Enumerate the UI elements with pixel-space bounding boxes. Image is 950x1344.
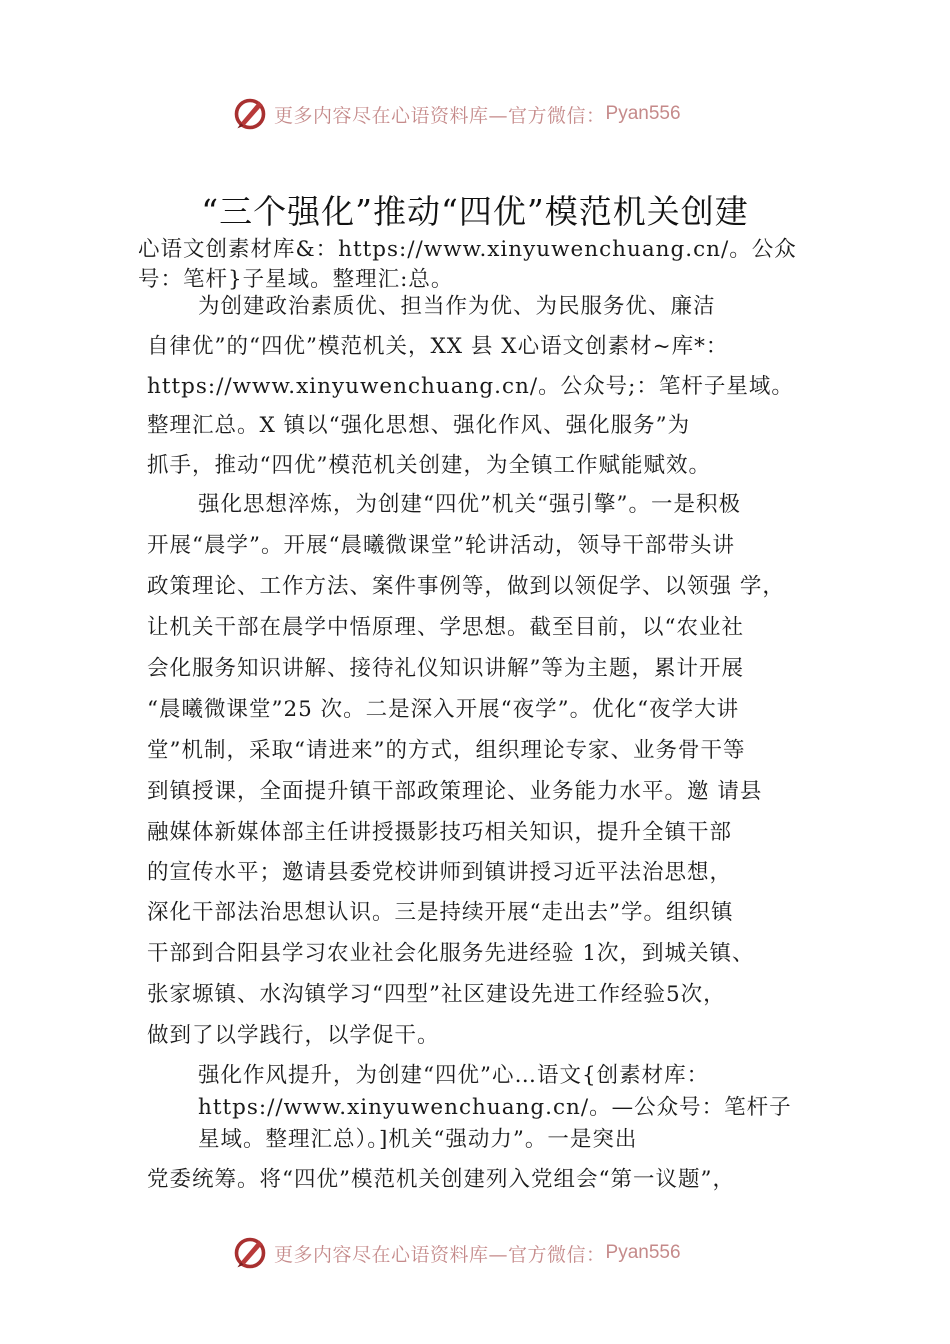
body-line: 政策理论、工作方法、案件事例等，做到以领促学、以领强 学， [147, 574, 785, 599]
body-line: https://www.xinyuwenchuang.cn/。公众号;：笔杆子星域。 [147, 374, 794, 399]
body-line: 做到了以学践行，以学促干。 [147, 1023, 440, 1048]
banner-text: 更多内容尽在心语资料库—官方微信： [274, 1243, 606, 1266]
body-line: 号：笔杆}子星域。整理汇:总。 [138, 267, 454, 292]
body-line: 自律优”的“四优”模范机关，XX 县 X心语文创素材~库*： [147, 334, 729, 359]
footer-banner [232, 1233, 732, 1273]
banner-wechat-id: Pyan556 [605, 103, 681, 124]
header-banner [232, 94, 732, 134]
body-line: 深化干部法治思想认识。三是持续开展“走出去”学。组织镇 [147, 900, 734, 925]
body-line: 到镇授课，全面提升镇干部政策理论、业务能力水平。邀 请县 [147, 779, 763, 804]
body-line: 的宣传水平；邀请县委党校讲师到镇讲授习近平法治思想， [147, 860, 733, 885]
body-line: 张家塬镇、水沟镇学习“四型”社区建设先进工作经验5次， [147, 982, 726, 1007]
body-line: 星域。整理汇总）。]机关“强动力”。一是突出 [198, 1127, 638, 1152]
body-line: 强化思想淬炼，为创建“四优”机关“强引擎”。一是积极 [198, 492, 741, 517]
body-line: 抓手，推动“四优”模范机关创建，为全镇工作赋能赋效。 [147, 453, 711, 478]
body-line: 开展“晨学”。开展“晨曦微课堂”轮讲活动，领导干部带头讲 [147, 533, 735, 558]
pen-logo-icon [232, 96, 268, 132]
banner-text: 更多内容尽在心语资料库—官方微信： [274, 104, 606, 127]
body-line: 党委统筹。将“四优”模范机关创建列入党组会“第一议题”， [147, 1167, 735, 1192]
body-line: https://www.xinyuwenchuang.cn/。—公众号：笔杆子 [198, 1095, 792, 1120]
body-line: 让机关干部在晨学中悟原理、学思想。截至目前，以“农业社 [147, 615, 744, 640]
body-line: 强化作风提升，为创建“四优”心…语文{创素材库： [198, 1063, 710, 1088]
pen-logo-icon [232, 1235, 268, 1271]
body-line: 心语文创素材库&：https://www.xinyuwenchuang.cn/。公众 [138, 237, 797, 262]
body-line: 融媒体新媒体部主任讲授摄影技巧相关知识，提升全镇干部 [147, 820, 733, 845]
banner-wechat-id: Pyan556 [605, 1242, 681, 1263]
body-line: 整理汇总。X 镇以“强化思想、强化作风、强化服务”为 [147, 413, 691, 438]
body-line: “晨曦微课堂”25 次。二是深入开展“夜学”。优化“夜学大讲 [147, 697, 740, 722]
body-line: 为创建政治素质优、担当作为优、为民服务优、廉洁 [198, 294, 716, 319]
page-title: “三个强化”推动“四优”模范机关创建 [201, 192, 749, 231]
body-line: 堂”机制，采取“请进来”的方式，组织理论专家、业务骨干等 [147, 738, 746, 763]
body-line: 会化服务知识讲解、接待礼仪知识讲解”等为主题，累计开展 [147, 656, 744, 681]
body-line: 干部到合阳县学习农业社会化服务先进经验 1次，到城关镇、 [147, 941, 755, 966]
